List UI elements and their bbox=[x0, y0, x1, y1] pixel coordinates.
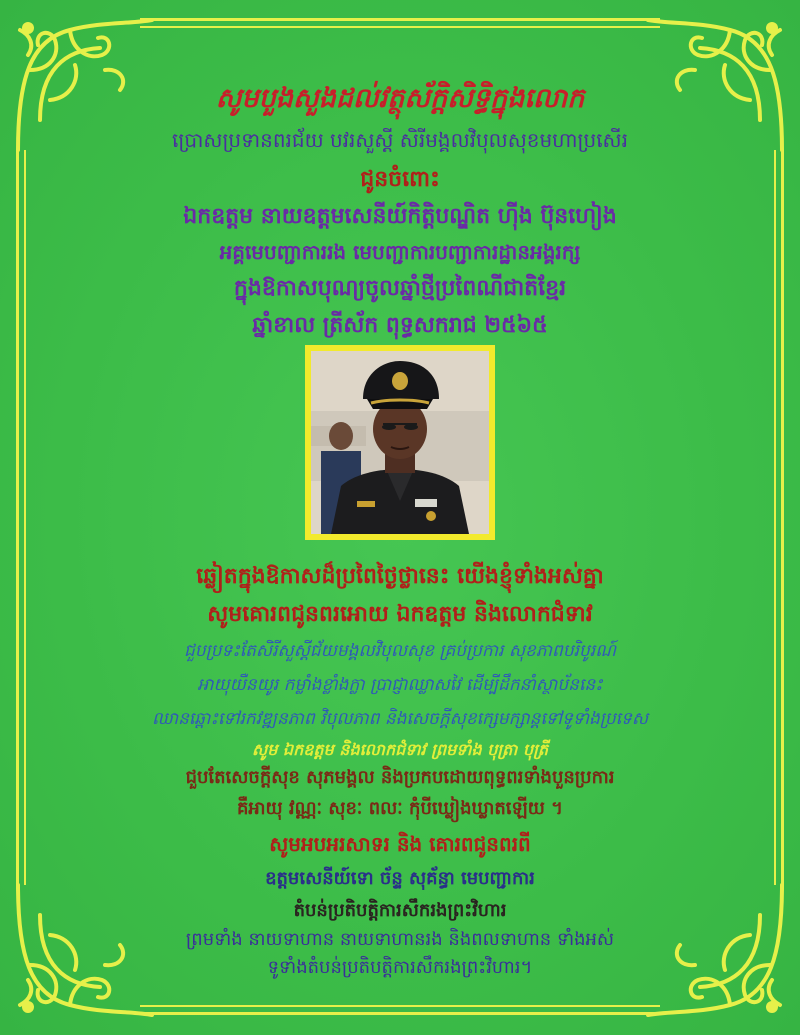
recipient-name: ឯកឧត្តម នាយឧត្តមសេនីយ៍កិត្តិបណ្ឌិត ហ៊ីង ប៊ុនហៀង bbox=[183, 204, 617, 229]
frame-left bbox=[16, 150, 19, 885]
sender-staff-line: ព្រមទាំង នាយទាហាន នាយទាហានរង និងពលទាហាន ទាំងអស់ bbox=[185, 929, 615, 950]
sender-region-line: ទូទាំងតំបន់ប្រតិបត្តិការសឹករងព្រះវិហារ។ bbox=[267, 957, 533, 978]
blessing-line-1: ជួបតែសេចក្តីសុខ សុភមង្គល និងប្រកបដោយពុទ្ធពរទាំងបួនប្រការ bbox=[185, 767, 615, 788]
message-line-1: ឆ្លៀតក្នុងឱកាសដ៏ប្រពៃថ្ងៃថ្លានេះ យើងខ្ញុំទាំងអស់គ្នា bbox=[196, 564, 604, 589]
frame-left-inner bbox=[24, 150, 26, 885]
frame-bottom bbox=[140, 1012, 660, 1015]
frame-top-inner bbox=[140, 26, 660, 28]
wish-line-3: ឈានឆ្ពោះទៅរកវឌ្ឍនភាព វិបុលភាព និងសេចក្តីសុខក្សេមក្សាន្តទៅទូទាំងប្រទេស bbox=[151, 709, 649, 729]
frame-right-inner bbox=[774, 150, 776, 885]
message-line-2: សូមគោរពជូនពរអោយ ឯកឧត្តម និងលោកជំទាវ bbox=[207, 602, 593, 627]
wish-line-1: ជួបប្រទះតែសិរីសួស្តីជ័យមង្គលវិបុលសុខ គ្រប់ប្រការ សុខភាពបរិបូរណ៍ bbox=[184, 641, 616, 661]
wish-line-2: អាយុយឺនយូរ កម្លាំងខ្លាំងក្លា ប្រាជ្ញាឈ្លាសវៃ ដើម្បីដឹកនាំស្ថាប័ននេះ bbox=[197, 675, 603, 695]
recipient-title: អគ្គមេបញ្ជាការរង មេបញ្ជាការបញ្ជាការដ្ឋានអង្គរក្ស bbox=[219, 240, 581, 264]
blessing-title: សូមបួងសួងដល់វត្ថុស័ក្តិសិទ្ធិក្នុងលោក bbox=[215, 83, 585, 114]
frame-bottom-inner bbox=[140, 1005, 660, 1007]
congrats-from-line: សូមអបអរសាទរ និង គោរពជូនពរពី bbox=[269, 832, 531, 856]
portrait-photo bbox=[305, 345, 495, 540]
message-text-block bbox=[40, 558, 760, 982]
frame-top bbox=[140, 18, 660, 21]
family-wish-line: សូម ឯកឧត្តម និងលោកជំទាវ ព្រមទាំង បុត្រា បុត្រី bbox=[251, 740, 549, 759]
occasion-line: ក្នុងឱកាសបុណ្យចូលឆ្នាំថ្មីប្រពៃណីជាតិខ្មែរ bbox=[233, 276, 567, 301]
officer-portrait-image bbox=[311, 351, 489, 534]
dedication-label: ជូនចំពោះ bbox=[360, 167, 440, 192]
blessing-subtitle: ប្រោសប្រទានពរជ័យ បវរសួស្តី សិរីមង្គលវិបុលសុខមហាប្រសើរ bbox=[172, 128, 628, 152]
sender-unit-line: តំបន់ប្រតិបត្តិការសឹករងព្រះវិហារ bbox=[293, 900, 507, 921]
frame-right bbox=[781, 150, 784, 885]
year-line: ឆ្នាំខាល ត្រីស័ក ពុទ្ធសករាជ ២៥៦៥ bbox=[252, 313, 548, 338]
blessing-line-2: គឺអាយុ វណ្ណៈ សុខៈ ពលៈ កុំបីឃ្លៀងឃ្លាតឡើយ ។ bbox=[236, 798, 564, 819]
header-text-block bbox=[40, 78, 760, 344]
sender-name-line: ឧត្តមសេនីយ៍ទោ ច័ន្ទ សុគ័ន្ធា មេបញ្ជាការ bbox=[265, 868, 535, 889]
